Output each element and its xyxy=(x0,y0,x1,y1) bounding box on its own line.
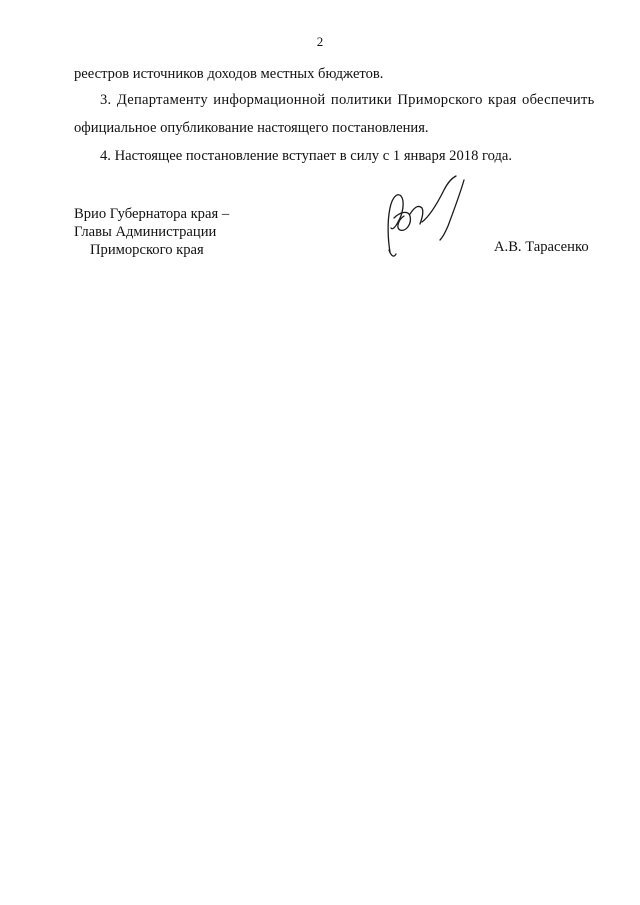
signatory-title-line: Главы Администрации xyxy=(74,224,217,240)
handwritten-signature xyxy=(378,170,473,260)
paragraph-item-4: 4. Настоящее постановление вступает в силу с 1 января 2018 года. xyxy=(100,148,513,164)
signatory-title xyxy=(74,205,229,259)
page-number: 2 xyxy=(316,34,324,49)
signatory-title-line: Врио Губернатора края – xyxy=(74,206,230,222)
signer-name: А.В. Тарасенко xyxy=(494,239,589,255)
paragraph-continuation: реестров источников доходов местных бюджетов. xyxy=(74,66,384,82)
signatory-title-line: Приморского края xyxy=(90,242,204,258)
paragraph-item-3-continuation: официальное опубликование настоящего постановления. xyxy=(74,120,429,136)
paragraph-item-3: 3. Департаменту информационной политики Приморского края обеспечить xyxy=(100,92,595,108)
